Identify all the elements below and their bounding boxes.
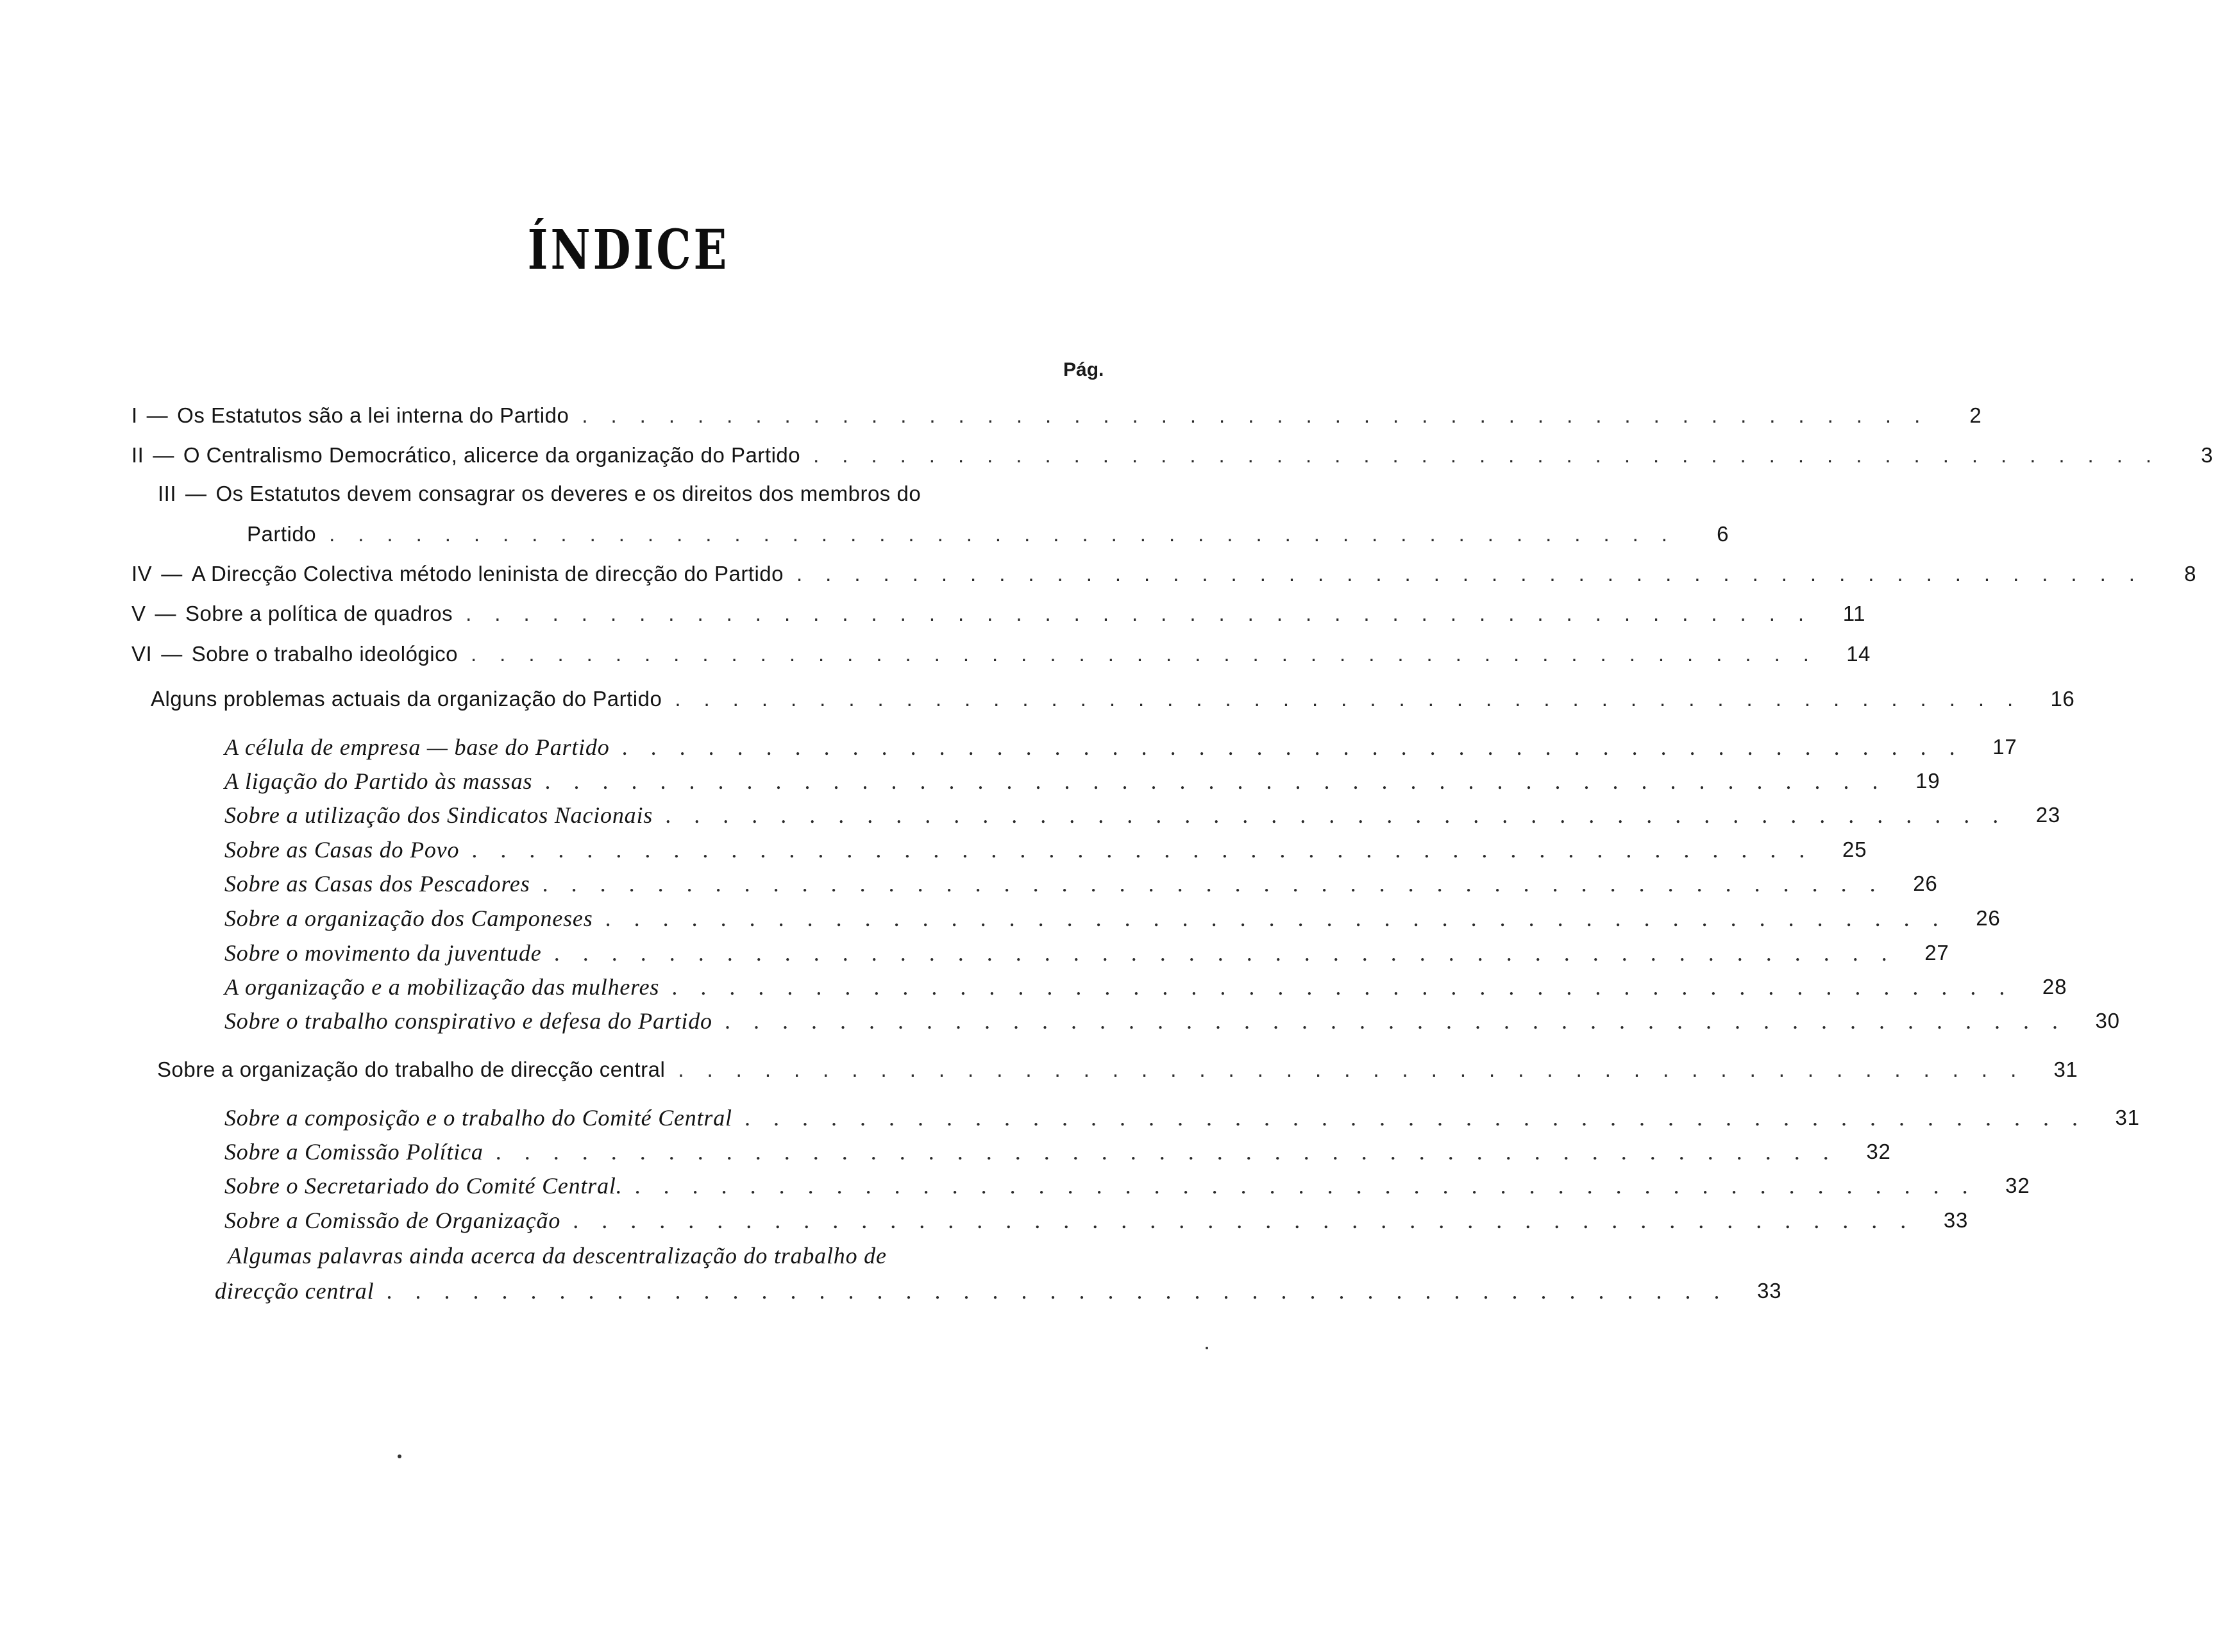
section-page: 16 (2050, 687, 2075, 711)
subentry-title: Sobre a composição e o trabalho do Comité Central (224, 1105, 732, 1131)
dot-leader: ............................................... (678, 1058, 2040, 1081)
dot-leader: ............................................... (672, 974, 2029, 1000)
subentry-title: Sobre o Secretariado do Comité Central. (224, 1173, 623, 1199)
toc-subentry[interactable] (224, 902, 2001, 934)
toc-entry[interactable] (131, 478, 1106, 510)
subentry-page: 28 (2042, 975, 2067, 999)
entry-number: I (131, 403, 138, 427)
entry-dash: — (161, 642, 183, 666)
subentry-page: 19 (1915, 769, 1940, 793)
entry-number: V (131, 602, 146, 625)
toc-subentry[interactable] (224, 765, 1940, 797)
entry-title: A Direcção Colectiva método leninista de direcção do Partido (191, 562, 784, 586)
dot-leader: ............................................... (675, 687, 2037, 711)
dot-leader: ............................................... (813, 443, 2175, 467)
entry-page: 3 (2201, 443, 2213, 467)
entry-dash: — (155, 602, 177, 625)
dot-leader: ............................................... (605, 906, 1962, 931)
subentry-title: Sobre as Casas dos Pescadores (224, 871, 530, 897)
entry-number: III (157, 482, 176, 505)
subentry-title: Algumas palavras ainda acerca da descentralização do trabalho de (228, 1243, 887, 1268)
subentry-title: Sobre a Comissão de Organização (224, 1208, 561, 1233)
subentry-title: Sobre as Casas do Povo (224, 837, 460, 863)
toc-subentry-continuation[interactable] (215, 1275, 1782, 1307)
page-column-label: Pág. (1063, 359, 1104, 380)
scan-speck (398, 1454, 401, 1458)
subentry-page: 26 (1976, 906, 2001, 930)
toc-entry[interactable] (131, 400, 1982, 432)
dot-leader: ............................................... (545, 768, 1902, 794)
subentry-title-continuation: direcção central (215, 1278, 374, 1304)
toc-subentry[interactable] (224, 1170, 2030, 1202)
section-title: Alguns problemas actuais da organização do Partido (151, 687, 662, 711)
dot-leader: ............................................... (622, 734, 1979, 760)
entry-page: 2 (1969, 403, 1982, 427)
dot-leader: ............................................... (745, 1105, 2101, 1131)
dot-leader: ............................................... (796, 562, 2158, 586)
subentry-title: A organização e a mobilização das mulheres (224, 974, 660, 1000)
subentry-page: 27 (1924, 941, 1949, 965)
dot-leader: ............................................... (472, 837, 1829, 863)
subentry-title: A célula de empresa — base do Partido (224, 734, 610, 760)
entry-number: IV (131, 562, 153, 586)
toc-entry-continuation[interactable] (247, 518, 1729, 550)
dot-leader: ............................................... (573, 1208, 1930, 1233)
subentry-page: 31 (2115, 1106, 2140, 1129)
subentry-page: 17 (1992, 735, 2017, 759)
entry-title-continuation: Partido (247, 522, 317, 546)
entry-number: VI (131, 642, 153, 666)
toc-subentry[interactable] (224, 1204, 1969, 1236)
toc-section-heading[interactable] (157, 1054, 2078, 1086)
entry-title: Sobre a política de quadros (185, 602, 453, 625)
toc-entry[interactable] (131, 598, 1866, 630)
subentry-title: A ligação do Partido às massas (224, 768, 533, 794)
toc-entry[interactable] (131, 638, 1871, 670)
subentry-page: 33 (1757, 1279, 1782, 1302)
dot-leader: ............................................... (387, 1278, 1744, 1304)
subentry-page: 32 (1866, 1140, 1891, 1163)
entry-page: 6 (1717, 522, 1729, 546)
page-title: ÍNDICE (527, 218, 730, 282)
toc-subentry[interactable] (224, 971, 2067, 1003)
subentry-page: 25 (1842, 838, 1867, 861)
subentry-page: 30 (2095, 1009, 2120, 1032)
dot-leader: ............................................... (466, 602, 1828, 625)
entry-title: Os Estatutos devem consagrar os deveres e os direitos dos membros do (215, 482, 921, 505)
subentry-page: 23 (2035, 803, 2061, 827)
subentry-title: Sobre a utilização dos Sindicatos Nacionais (224, 802, 653, 828)
section-page: 31 (2053, 1058, 2078, 1081)
dot-leader: ............................................... (635, 1173, 1992, 1199)
subentry-title: Sobre a Comissão Política (224, 1139, 484, 1165)
subentry-title: Sobre o trabalho conspirativo e defesa do Partido (224, 1008, 712, 1034)
toc-section-heading[interactable] (151, 683, 2075, 715)
toc-subentry[interactable] (224, 937, 1949, 969)
dot-leader: ............................................... (582, 403, 1944, 427)
toc-entry[interactable] (131, 439, 2213, 471)
subentry-page: 26 (1913, 872, 1938, 895)
entry-number: II (131, 443, 144, 467)
entry-page: 11 (1842, 602, 1866, 625)
dot-leader: ............................................... (666, 802, 2023, 828)
dot-leader: ............................................... (725, 1008, 2082, 1034)
dot-leader: ............................................... (554, 940, 1911, 966)
subentry-page: 33 (1943, 1208, 1969, 1232)
section-title: Sobre a organização do trabalho de direcção central (157, 1058, 666, 1081)
dot-leader: ............................................... (470, 642, 1832, 666)
entry-title: Sobre o trabalho ideológico (191, 642, 458, 666)
toc-subentry[interactable] (224, 834, 1867, 866)
toc-subentry[interactable] (224, 731, 2017, 763)
toc-subentry[interactable] (224, 799, 2061, 831)
dot-leader: ............................................... (543, 871, 1899, 897)
scan-speck (1206, 1347, 1208, 1349)
entry-dash: — (161, 562, 183, 586)
dot-leader: ............................................... (329, 522, 1690, 546)
entry-title: O Centralismo Democrático, alicerce da organização do Partido (183, 443, 801, 467)
entry-title: Os Estatutos são a lei interna do Partido (177, 403, 569, 427)
toc-entry[interactable] (131, 558, 2196, 590)
dot-leader: ............................................... (496, 1139, 1853, 1165)
subentry-title: Sobre a organização dos Camponeses (224, 906, 593, 931)
entry-page: 14 (1846, 642, 1871, 666)
entry-page: 8 (2184, 562, 2196, 586)
toc-subentry[interactable] (224, 1005, 2120, 1037)
subentry-title: Sobre o movimento da juventude (224, 940, 542, 966)
entry-dash: — (153, 443, 174, 467)
toc-subentry[interactable] (224, 868, 1938, 900)
subentry-page: 32 (2005, 1174, 2030, 1197)
entry-dash: — (185, 482, 207, 505)
toc-subentry[interactable] (224, 1136, 1891, 1168)
toc-subentry[interactable] (228, 1240, 1106, 1272)
toc-subentry[interactable] (224, 1102, 2140, 1134)
entry-dash: — (146, 403, 169, 427)
